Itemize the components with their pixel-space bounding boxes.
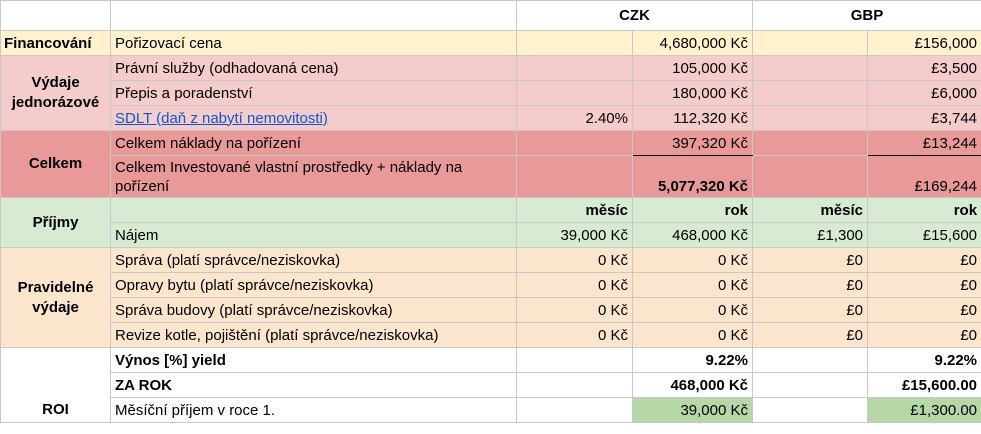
value-gbp[interactable]: 9.22% [868,348,981,373]
empty-cell[interactable] [753,398,868,423]
label-najem[interactable]: Nájem [111,223,517,248]
header-empty-cell[interactable] [111,1,517,31]
value-czk[interactable]: 468,000 Kč [633,373,753,398]
head-mesic[interactable]: měsíc [753,198,868,223]
empty-cell[interactable] [517,31,633,56]
label-celkem-naklady[interactable]: Celkem náklady na pořízení [111,131,517,156]
empty-cell[interactable] [753,56,868,81]
label-vynos[interactable]: Výnos [%] yield [111,348,517,373]
value-czk-year[interactable]: 0 Kč [633,273,753,298]
value-gbp[interactable]: £13,244 [868,131,981,156]
value-gbp-year[interactable]: £0 [868,298,981,323]
value-gbp-year[interactable]: £0 [868,273,981,298]
head-rok[interactable]: rok [868,198,981,223]
label-revize-kotle[interactable]: Revize kotle, pojištění (platí správce/neziskovka) [111,323,517,348]
empty-cell[interactable] [753,348,868,373]
value-gbp-month[interactable]: £0 [753,273,868,298]
empty-cell[interactable] [517,373,633,398]
label-za-rok[interactable]: ZA ROK [111,373,517,398]
value-gbp[interactable]: £6,000 [868,81,981,106]
category-pravidelne-vydaje[interactable]: Pravidelné výdaje [1,248,111,348]
label-opravy[interactable]: Opravy bytu (platí správce/neziskovka) [111,273,517,298]
value-czk-month[interactable]: 39,000 Kč [517,223,633,248]
pct-cell[interactable] [517,81,633,106]
empty-cell[interactable] [517,156,633,198]
value-gbp-month[interactable]: £1,300 [753,223,868,248]
value-czk-year[interactable]: 0 Kč [633,323,753,348]
category-financovani[interactable]: Financování [1,31,111,56]
sdlt-link[interactable]: SDLT (daň z nabytí nemovitosti) [115,109,328,127]
value-czk[interactable]: 39,000 Kč [633,398,753,423]
value-czk[interactable]: 5,077,320 Kč [633,156,753,198]
head-mesic[interactable]: měsíc [517,198,633,223]
value-czk[interactable]: 112,320 Kč [633,106,753,131]
value-czk-year[interactable]: 0 Kč [633,248,753,273]
value-czk-year[interactable]: 0 Kč [633,298,753,323]
label-prepis[interactable]: Přepis a poradenství [111,81,517,106]
pct-cell[interactable]: 2.40% [517,106,633,131]
czk-header[interactable]: CZK [517,1,753,31]
label-pravni-sluzby[interactable]: Právní služby (odhadovaná cena) [111,56,517,81]
value-czk-month[interactable]: 0 Kč [517,298,633,323]
empty-cell[interactable] [517,398,633,423]
value-gbp-month[interactable]: £0 [753,323,868,348]
value-czk[interactable]: 397,320 Kč [633,131,753,156]
label-celkem-investovane[interactable]: Celkem Investované vlastní prostředky + náklady na pořízení [111,156,517,198]
empty-cell[interactable] [753,106,868,131]
empty-cell[interactable] [753,81,868,106]
category-celkem[interactable]: Celkem [1,131,111,198]
value-czk-month[interactable]: 0 Kč [517,273,633,298]
category-prijmy[interactable]: Příjmy [1,198,111,248]
value-gbp[interactable]: £3,744 [868,106,981,131]
empty-cell[interactable] [517,348,633,373]
value-gbp[interactable]: £3,500 [868,56,981,81]
empty-cell[interactable] [753,31,868,56]
head-rok[interactable]: rok [633,198,753,223]
value-czk[interactable]: 9.22% [633,348,753,373]
category-vydaje-jednorazove[interactable]: Výdaje jednorázové [1,56,111,131]
value-gbp-year[interactable]: £15,600 [868,223,981,248]
gbp-header[interactable]: GBP [753,1,981,31]
value-czk-year[interactable]: 468,000 Kč [633,223,753,248]
label-sprava-budovy[interactable]: Správa budovy (platí správce/neziskovka) [111,298,517,323]
label-porizovaci-cena[interactable]: Pořizovací cena [111,31,517,56]
header-empty-cell[interactable] [1,1,111,31]
value-gbp[interactable]: £169,244 [868,156,981,198]
sdlt-cell[interactable] [111,106,517,131]
value-gbp[interactable]: £156,000 [868,31,981,56]
value-gbp-month[interactable]: £0 [753,298,868,323]
pct-cell[interactable] [517,56,633,81]
value-gbp[interactable]: £1,300.00 [868,398,981,423]
value-czk-month[interactable]: 0 Kč [517,323,633,348]
value-czk-month[interactable]: 0 Kč [517,248,633,273]
value-gbp-year[interactable]: £0 [868,323,981,348]
label-sprava[interactable]: Správa (platí správce/neziskovka) [111,248,517,273]
empty-cell[interactable] [111,198,517,223]
value-czk[interactable]: 4,680,000 Kč [633,31,753,56]
empty-cell[interactable] [753,156,868,198]
value-czk[interactable]: 105,000 Kč [633,56,753,81]
empty-cell[interactable] [753,373,868,398]
category-roi[interactable]: ROI [1,348,111,423]
label-mesicni-prijem[interactable]: Měsíční příjem v roce 1. [111,398,517,423]
value-gbp[interactable]: £15,600.00 [868,373,981,398]
empty-cell[interactable] [753,131,868,156]
value-gbp-month[interactable]: £0 [753,248,868,273]
value-czk[interactable]: 180,000 Kč [633,81,753,106]
empty-cell[interactable] [517,131,633,156]
value-gbp-year[interactable]: £0 [868,248,981,273]
